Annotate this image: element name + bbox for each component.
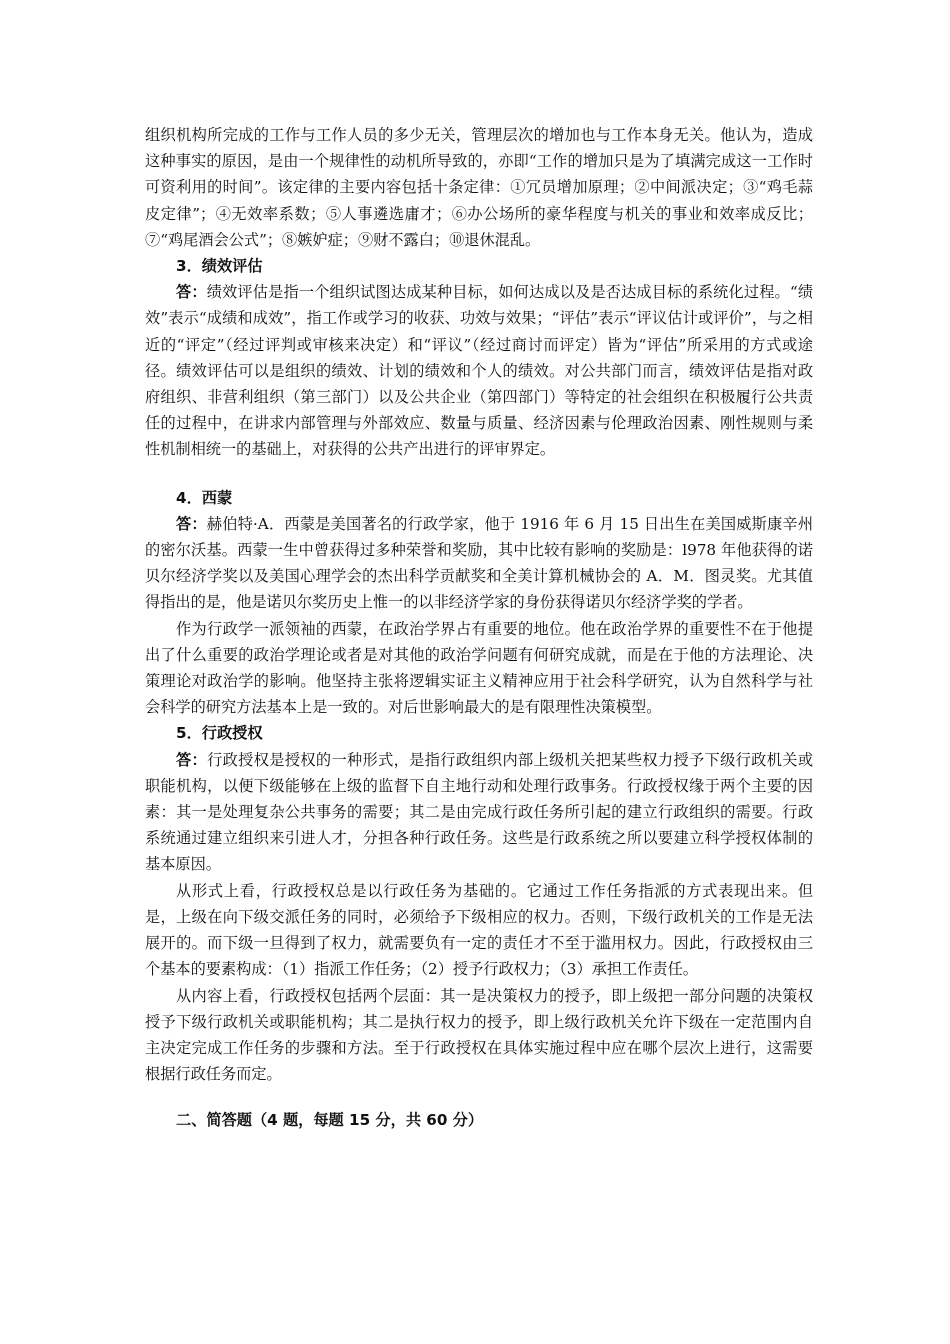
section-performance-evaluation <box>145 253 813 463</box>
body-paragraph: 作为行政学一派领袖的西蒙，在政治学界占有重要的地位。他在政治学界的重要性不在于他提出了什么重要的政治学理论或者是对其他的政治学问题有何研究成就，而是在于他的方法理论、决策理论对政治学的影响。他坚持主张将逻辑实证主义精神应用于社会科学研究，认为自然科学与社会科学的研究方法基本上是一致的。对后世影响最大的是有限理性决策模型。 <box>145 619 813 717</box>
intro-paragraph: 组织机构所完成的工作与工作人员的多少无关，管理层次的增加也与工作本身无关。他认为，造成这种事实的原因，是由一个规律性的动机所导致的，亦即“工作的增加只是为了填满完成这一工作时可资利用的时间”。该定律的主要内容包括十条定律：①冗员增加原理；②中间派决定；③“鸡毛蒜皮定律”；④无效率系数；⑤人事遴选庸才；⑥办公场所的豪华程度与机关的事业和效率成反比；⑦“鸡尾酒会公式”；⑧嫉妒症；⑨财不露白；⑩退休混乱。 <box>145 126 813 249</box>
body-paragraph: 从内容上看，行政授权包括两个层面：其一是决策权力的授予，即上级把一部分问题的决策权授予下级行政机关或职能机构；其二是执行权力的授予，即上级行政机关允许下级在一定范围内自主决定完成工作任务的步骤和方法。至于行政授权在具体实施过程中应在哪个层次上进行，这需要根据行政任务而定。 <box>145 986 813 1084</box>
answer-text: 绩效评估是指一个组织试图达成某种目标，如何达成以及是否达成目标的系统化过程。“绩效”表示“成绩和成效”，指工作或学习的收获、功效与效果；“评估”表示“评议估计或评价”，与之相近的“评定”（经过评判或审核来决定）和“评议”（经过商讨而评定）皆为“评估”所采用的方式或途径。绩效评估可以是组织的绩效、计划的绩效和个人的绩效。对公共部门而言，绩效评估是指对政府组织、非营利组织（第三部门）以及公共企业（第四部门）等特定的社会组织在积极履行公共责任的过程中，在讲求内部管理与外部效应、数量与质量、经济因素与伦理政治因素、刚性规则与柔性机制相统一的基础上，对获得的公共产出进行的评审界定。 <box>145 283 814 459</box>
document-page <box>145 122 813 1134</box>
answer-text: 行政授权是授权的一种形式，是指行政组织内部上级机关把某些权力授予下级行政机关或职能机构，以便下级能够在上级的监督下自主地行动和处理行政事务。行政授权缘于两个主要的因素：其一是处理复杂公共事务的需要；其二是由完成行政任务所引起的建立行政组织的需要。行政系统通过建立组织来引进人才，分担各种行政任务。这些是行政系统之所以要建立科学授权体制的基本原因。 <box>145 750 814 874</box>
section-heading: 5．行政授权 <box>176 724 263 743</box>
section-simon <box>145 485 813 721</box>
body-paragraph: 从形式上看，行政授权总是以行政任务为基础的。它通过工作任务指派的方式表现出来。但是，上级在向下级交派任务的同时，必须给予下级相应的权力。否则，下级行政机关的工作是无法展开的。而下级一旦得到了权力，就需要负有一定的责任才不至于滥用权力。因此，行政授权由三个基本的要素构成：（1）指派工作任务；（2）授予行政权力；（3）承担工作责任。 <box>145 881 813 979</box>
answer-label: 答： <box>176 514 207 533</box>
short-answer-section-heading: 二、简答题（4 题，每题 15 分，共 60 分） <box>176 1111 484 1130</box>
section-administrative-authorization <box>145 720 813 1087</box>
section-heading: 4．西蒙 <box>176 488 233 507</box>
spacer <box>145 1087 813 1107</box>
answer-paragraph <box>145 279 813 462</box>
answer-text: 赫伯特·A．西蒙是美国著名的行政学家，他于 1916 年 6 月 15 日出生在美国威斯康辛州的密尔沃基。西蒙一生中曾获得过多种荣誉和奖励，其中比较有影响的奖励是：l978 年他获得的诺贝尔经济学奖以及美国心理学会的杰出科学贡献奖和全美计算机械协会的 A．M．图灵奖。尤其值得指出的是，他是诺贝尔奖历史上惟一的以非经济学家的身份获得诺贝尔经济学奖的学者。 <box>145 514 814 612</box>
answer-label: 答： <box>176 283 207 302</box>
answer-label: 答： <box>176 750 208 769</box>
section-heading: 3．绩效评估 <box>176 257 263 276</box>
answer-paragraph <box>145 747 813 878</box>
answer-paragraph <box>145 511 813 616</box>
spacer <box>145 463 813 485</box>
